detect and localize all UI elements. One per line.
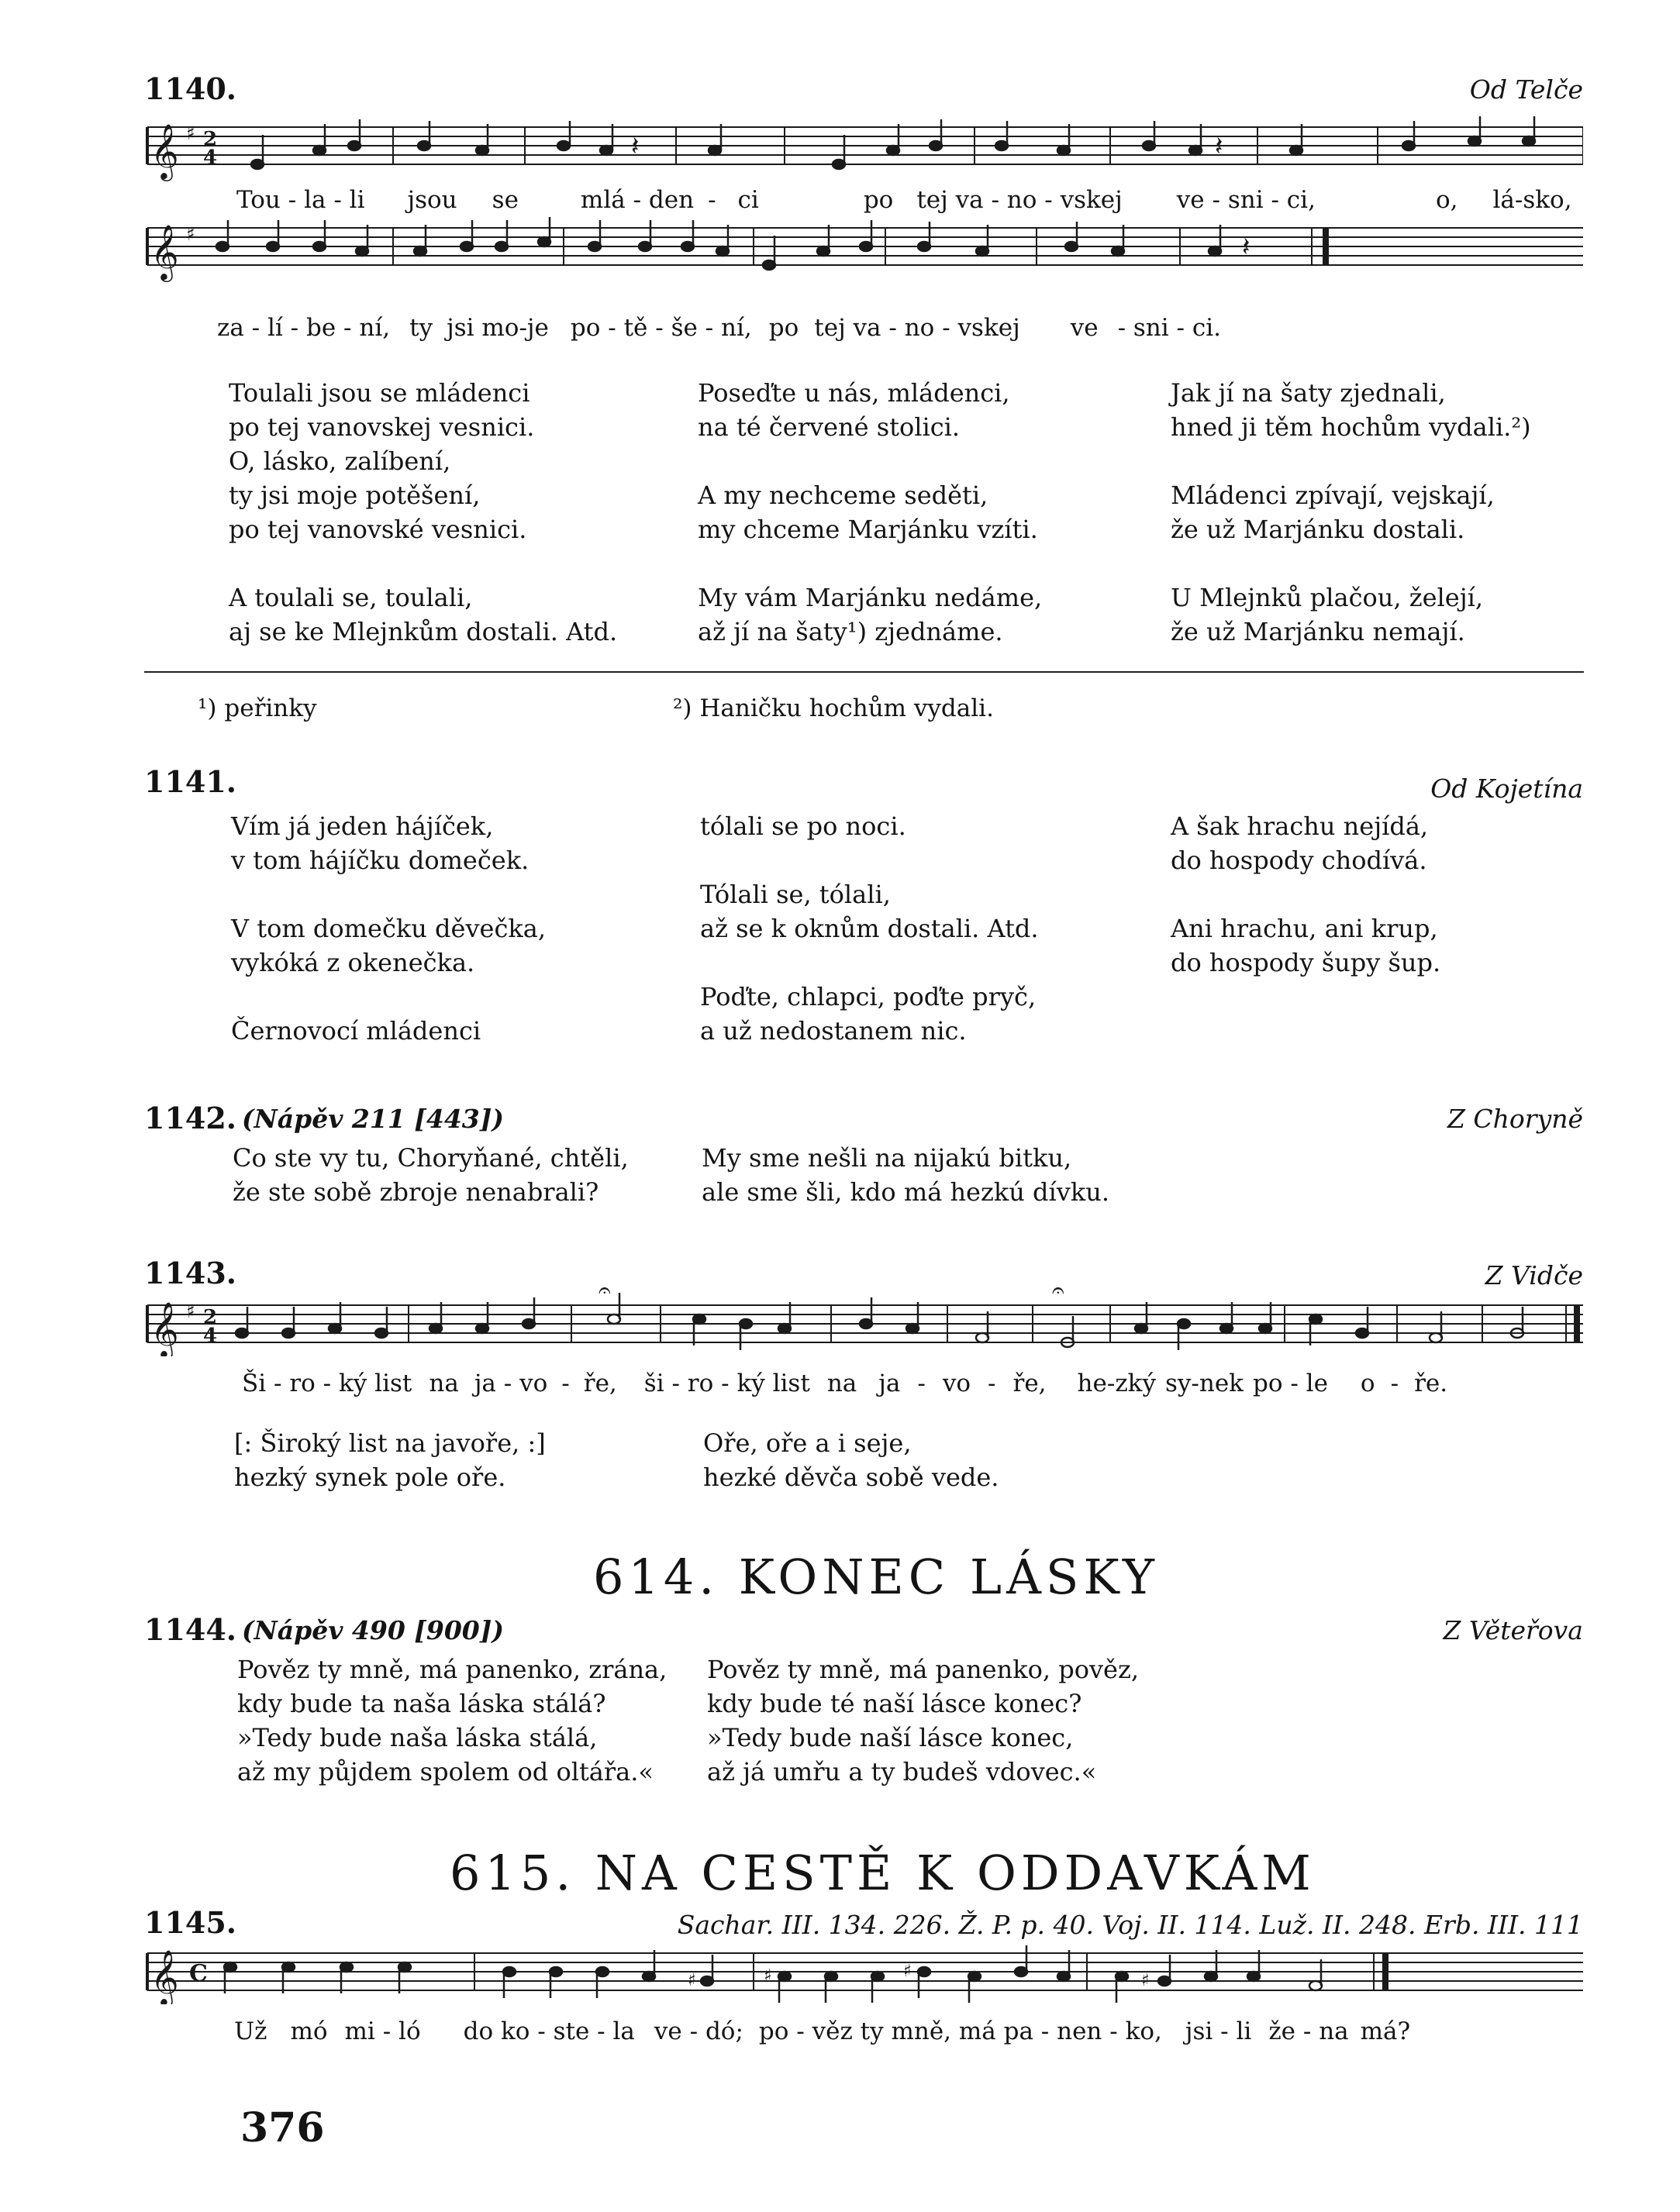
song-source: Z Choryně (1447, 1104, 1583, 1134)
song-source: Od Kojetína (1430, 774, 1583, 804)
svg-text:4: 4 (203, 1325, 218, 1348)
verse-column: Pověz ty mně, má panenko, pověz, kdy bude té naší lásce konec? »Tedy bude naší lásce konec, až já umřu a ty budeš vdovec.« (707, 1655, 1139, 1786)
song-number: 1145. (144, 1905, 236, 1940)
page-number: 376 (240, 2104, 325, 2152)
section-heading: 614. KONEC LÁSKY (593, 1549, 1159, 1605)
svg-text:𝄞: 𝄞 (150, 1301, 179, 1356)
footnote-divider (144, 671, 1584, 673)
tune-reference: (Nápěv 490 [900]) (242, 1615, 504, 1645)
verse-column: Toulali jsou se mládenci po tej vanovskej vesnici. O, lásko, zalíbení, ty jsi moje potěšení, po tej vanovské vesnici. A toulali se, toulali, aj se ke Mlejnkům dostali. Atd. (229, 378, 618, 646)
svg-text:2: 2 (203, 128, 218, 151)
song-number: 1143. (144, 1256, 236, 1290)
song-number: 1140. (144, 71, 236, 106)
svg-text:♯: ♯ (764, 1966, 772, 1986)
song-number: 1141. (144, 764, 236, 799)
verse-column: A šak hrachu nejídá, do hospody chodívá. Ani hrachu, ani krup, do hospody šupy šup. (1171, 811, 1441, 977)
svg-text:𝄽: 𝄽 (631, 131, 640, 162)
svg-text:4: 4 (203, 146, 218, 170)
lyrics-line: Už mó mi - ló do ko - ste - la ve - dó; po - věz ty mně, má pa - nen - ko, jsi - li že - na má? (234, 2017, 1411, 2045)
song-source: Sachar. III. 134. 226. Ž. P. p. 40. Voj. II. 114. Luž. II. 248. Erb. III. 111 (677, 1910, 1583, 1940)
lyrics-line: Tou - la - li jsou se mlá - den - ci po tej va - no - vskej ve - sni - ci, o, lá-sko, (236, 186, 1572, 214)
verse-column: Co ste vy tu, Choryňané, chtěli, že ste sobě zbroje nenabrali? (233, 1143, 629, 1207)
music-staff-1143 (141, 1287, 1583, 1356)
verse-column: My sme nešli na nijakú bitku, ale sme šli, kdo má hezkú dívku. (702, 1143, 1109, 1207)
music-staff-1145 (141, 1935, 1583, 2004)
lyrics-line: Ši - ro - ký list na ja - vo - ře, ši - ro - ký list na ja - vo - ře, he-zký sy-nek po - le o - ře. (242, 1370, 1448, 1397)
svg-text:𝄞: 𝄞 (150, 122, 179, 179)
verse-column: tólali se po noci. Tólali se, tólali, až se k oknům dostali. Atd. Poďte, chlapci, poďte pryč, a už nedostanem nic. (700, 811, 1039, 1046)
svg-text:𝄐: 𝄐 (599, 1287, 611, 1303)
song-number: 1142. (144, 1101, 236, 1135)
verse-column: [: Široký list na javoře, :] hezký synek pole oře. (234, 1428, 546, 1492)
svg-text:𝄽: 𝄽 (1242, 232, 1251, 263)
svg-text:𝄞: 𝄞 (150, 223, 179, 280)
svg-text:C: C (189, 1960, 208, 1987)
svg-text:♯: ♯ (186, 122, 195, 144)
svg-text:♯: ♯ (1141, 1971, 1150, 1990)
verse-column: Poseďte u nás, mládenci, na té červené stolici. A my nechceme seděti, my chceme Marjánku vzíti. My vám Marjánku nedáme, až jí na šaty¹) zjednáme. (698, 378, 1043, 646)
section-heading: 615. NA CESTĚ K ODDAVKÁM (450, 1845, 1316, 1901)
music-staff-1140-line1 (141, 116, 1583, 186)
svg-text:♯: ♯ (186, 223, 195, 245)
svg-text:2: 2 (203, 1306, 218, 1329)
footnote: ¹) peřinky (198, 694, 317, 722)
svg-text:𝄐: 𝄐 (1052, 1287, 1064, 1303)
song-source: Z Věteřova (1443, 1615, 1583, 1645)
verse-column: Oře, oře a i seje, hezké děvča sobě vede. (703, 1428, 999, 1492)
verse-column: Vím já jeden hájíček, v tom hájíčku domeček. V tom domečku děvečka, vykóká z okenečka. Černovocí mládenci (231, 811, 547, 1046)
svg-text:𝄞: 𝄞 (150, 1948, 179, 2004)
svg-text:♯: ♯ (903, 1962, 912, 1981)
song-source: Od Telče (1469, 74, 1583, 105)
tune-reference: (Nápěv 211 [443]) (242, 1104, 504, 1134)
song-number: 1144. (144, 1612, 236, 1647)
music-staff-1140-line2 (141, 217, 1583, 287)
verse-column: Jak jí na šaty zjednali, hned ji těm hochům vydali.²) Mládenci zpívají, vejskají, že už Marjánku dostali. U Mlejnků plačou, želejí, že už Marjánku nemají. (1171, 378, 1531, 646)
svg-text:♯: ♯ (688, 1971, 696, 1990)
svg-text:♯: ♯ (186, 1301, 195, 1322)
footnote: ²) Haničku hochům vydali. (673, 694, 994, 722)
svg-text:𝄽: 𝄽 (1215, 131, 1223, 162)
song-source: Z Vidče (1485, 1260, 1583, 1290)
lyrics-line: za - lí - be - ní, ty jsi mo-je po - tě - še - ní, po tej va - no - vskej ve - sni - ci. (217, 314, 1221, 342)
verse-column: Pověz ty mně, má panenko, zrána, kdy bude ta naša láska stálá? »Tedy bude naša láska stálá, až my půjdem spolem od oltářa.« (237, 1655, 668, 1786)
